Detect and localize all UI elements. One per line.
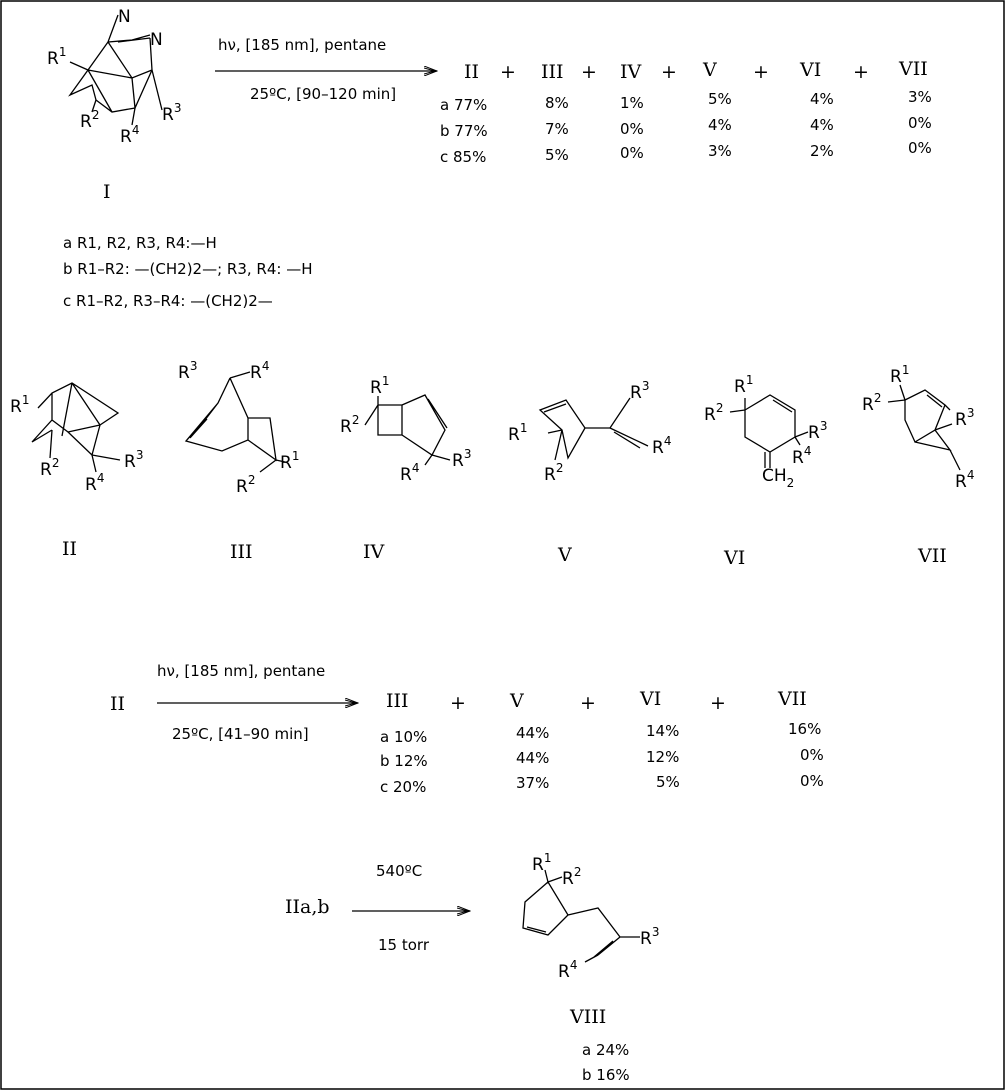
atom-R1: $R^1$	[280, 449, 300, 473]
figure-border	[1, 1, 1004, 1089]
s1-header-VII: VII	[899, 58, 928, 80]
scheme3	[285, 851, 659, 1084]
atom-R3: $R^3$	[640, 925, 660, 949]
plus: +	[853, 61, 869, 83]
structure-II	[10, 383, 143, 495]
scheme1-cond-top: hν, [185 nm], pentane	[218, 36, 387, 54]
label-II: II	[62, 538, 78, 560]
s2-row-b-VII: 0%	[800, 746, 824, 764]
atom-R3: $R^3$	[955, 406, 975, 430]
atom-R3: $R^3$	[808, 419, 828, 443]
atom-R3: $R^3$	[452, 447, 472, 471]
atom-R2: $R^2$	[40, 456, 60, 480]
s3-reactant: IIa,b	[285, 896, 330, 918]
s1-row-c-VI: 2%	[810, 142, 834, 160]
atom-R4: $R^4$	[652, 434, 672, 458]
s2-row-c-VI: 5%	[656, 773, 680, 791]
atom-R4: $R^4$	[250, 359, 270, 383]
atom-R4: $R^4$	[85, 471, 105, 495]
subst-c: c R1–R2, R3–R4: —(CH2)2—	[63, 292, 273, 310]
atom-R3: $R^3$	[162, 101, 182, 125]
atom-R4: $R^4$	[955, 468, 975, 492]
structure-IV	[340, 374, 471, 485]
s1-row-a-III: 8%	[545, 94, 569, 112]
scheme2	[110, 662, 824, 796]
scheme1	[215, 36, 932, 166]
s1-row-a-IV: 1%	[620, 94, 644, 112]
atom-R4: $R^4$	[558, 958, 578, 982]
s1-header-IV: IV	[620, 61, 642, 83]
plus: +	[450, 692, 466, 714]
atom-R2: $R^2$	[80, 108, 100, 132]
plus: +	[710, 692, 726, 714]
atom-R4: $R^4$	[792, 444, 812, 468]
plus: +	[753, 61, 769, 83]
atom-R4: $R^4$	[120, 123, 140, 147]
s2-header-VI: VI	[640, 688, 662, 710]
structure-labels	[62, 538, 947, 569]
s2-header-VII: VII	[778, 688, 807, 710]
s1-row-c-II: c 85%	[440, 148, 487, 166]
atom-R2: $R^2$	[544, 461, 564, 485]
atom-CH2: $CH_2$	[762, 466, 795, 490]
s1-header-V: V	[703, 59, 717, 81]
s1-row-a-VI: 4%	[810, 90, 834, 108]
atom-R2: $R^2$	[704, 401, 724, 425]
structure-VII	[862, 363, 974, 492]
s2-row-c-III: c 20%	[380, 778, 427, 796]
s2-row-a-VII: 16%	[788, 720, 822, 738]
plus: +	[580, 692, 596, 714]
s2-row-c-V: 37%	[516, 774, 550, 792]
atom-R1: $R^1$	[508, 421, 528, 445]
s2-row-a-V: 44%	[516, 724, 550, 742]
s1-row-c-VII: 0%	[908, 139, 932, 157]
structure-I	[47, 7, 181, 203]
s1-row-c-V: 3%	[708, 142, 732, 160]
structure-V	[508, 379, 671, 485]
plus: +	[581, 61, 597, 83]
s2-row-b-V: 44%	[516, 749, 550, 767]
s1-row-b-VI: 4%	[810, 116, 834, 134]
s2-header-V: V	[510, 690, 524, 712]
s2-cond-bottom: 25ºC, [41–90 min]	[172, 725, 309, 743]
label-VI: VI	[724, 547, 746, 569]
s1-row-c-III: 5%	[545, 146, 569, 164]
s1-row-b-VII: 0%	[908, 114, 932, 132]
s2-header-III: III	[386, 690, 409, 712]
s3-product-label: VIII	[570, 1006, 607, 1028]
scheme1-cond-bottom: 25ºC, [90–120 min]	[250, 85, 397, 103]
label-VII: VII	[918, 545, 947, 567]
structure-VIII	[523, 851, 659, 982]
s1-row-b-II: b 77%	[440, 122, 488, 140]
atom-R3: $R^3$	[178, 359, 198, 383]
s1-row-b-III: 7%	[545, 120, 569, 138]
plus: +	[661, 61, 677, 83]
s2-row-b-III: b 12%	[380, 752, 428, 770]
atom-R2: $R^2$	[562, 865, 582, 889]
structure-I-label: I	[103, 181, 111, 203]
atom-N2: N	[150, 30, 163, 50]
atom-R3: $R^3$	[630, 379, 650, 403]
s3-cond-bottom: 15 torr	[378, 936, 429, 954]
s1-row-a-II: a 77%	[440, 96, 488, 114]
label-III: III	[230, 541, 253, 563]
atom-R2: $R^2$	[862, 391, 882, 415]
atom-R1: $R^1$	[47, 45, 67, 69]
s2-row-b-VI: 12%	[646, 748, 680, 766]
s2-cond-top: hν, [185 nm], pentane	[157, 662, 326, 680]
atom-R1: $R^1$	[370, 374, 390, 398]
s1-row-b-V: 4%	[708, 116, 732, 134]
s2-row-a-VI: 14%	[646, 722, 680, 740]
subst-a: a R1, R2, R3, R4:—H	[63, 234, 217, 252]
label-V: V	[558, 544, 572, 566]
s1-row-a-V: 5%	[708, 90, 732, 108]
plus: +	[500, 61, 516, 83]
s3-cond-top: 540ºC	[376, 862, 423, 880]
atom-R1: $R^1$	[890, 363, 910, 387]
s2-row-c-VII: 0%	[800, 772, 824, 790]
s3-yield-a: a 24%	[582, 1041, 630, 1059]
s1-row-c-IV: 0%	[620, 144, 644, 162]
atom-R3: $R^3$	[124, 448, 144, 472]
s1-row-b-IV: 0%	[620, 120, 644, 138]
structure-VI	[704, 373, 827, 490]
s1-header-III: III	[541, 61, 564, 83]
s2-reactant: II	[110, 693, 126, 715]
label-IV: IV	[363, 541, 385, 563]
s1-row-a-VII: 3%	[908, 88, 932, 106]
atom-R4: $R^4$	[400, 461, 420, 485]
structure-III	[178, 359, 299, 497]
substituent-legend	[63, 234, 312, 310]
subst-b: b R1–R2: —(CH2)2—; R3, R4: —H	[63, 260, 313, 278]
s2-row-a-III: a 10%	[380, 728, 428, 746]
atom-R2: $R^2$	[340, 413, 360, 437]
s1-header-II: II	[464, 61, 480, 83]
s1-header-VI: VI	[800, 59, 822, 81]
s3-yield-b: b 16%	[582, 1066, 630, 1084]
atom-R1: $R^1$	[532, 851, 552, 875]
atom-R1: $R^1$	[10, 393, 30, 417]
atom-R2: $R^2$	[236, 473, 256, 497]
atom-R1: $R^1$	[734, 373, 754, 397]
atom-N1: N	[118, 7, 131, 27]
